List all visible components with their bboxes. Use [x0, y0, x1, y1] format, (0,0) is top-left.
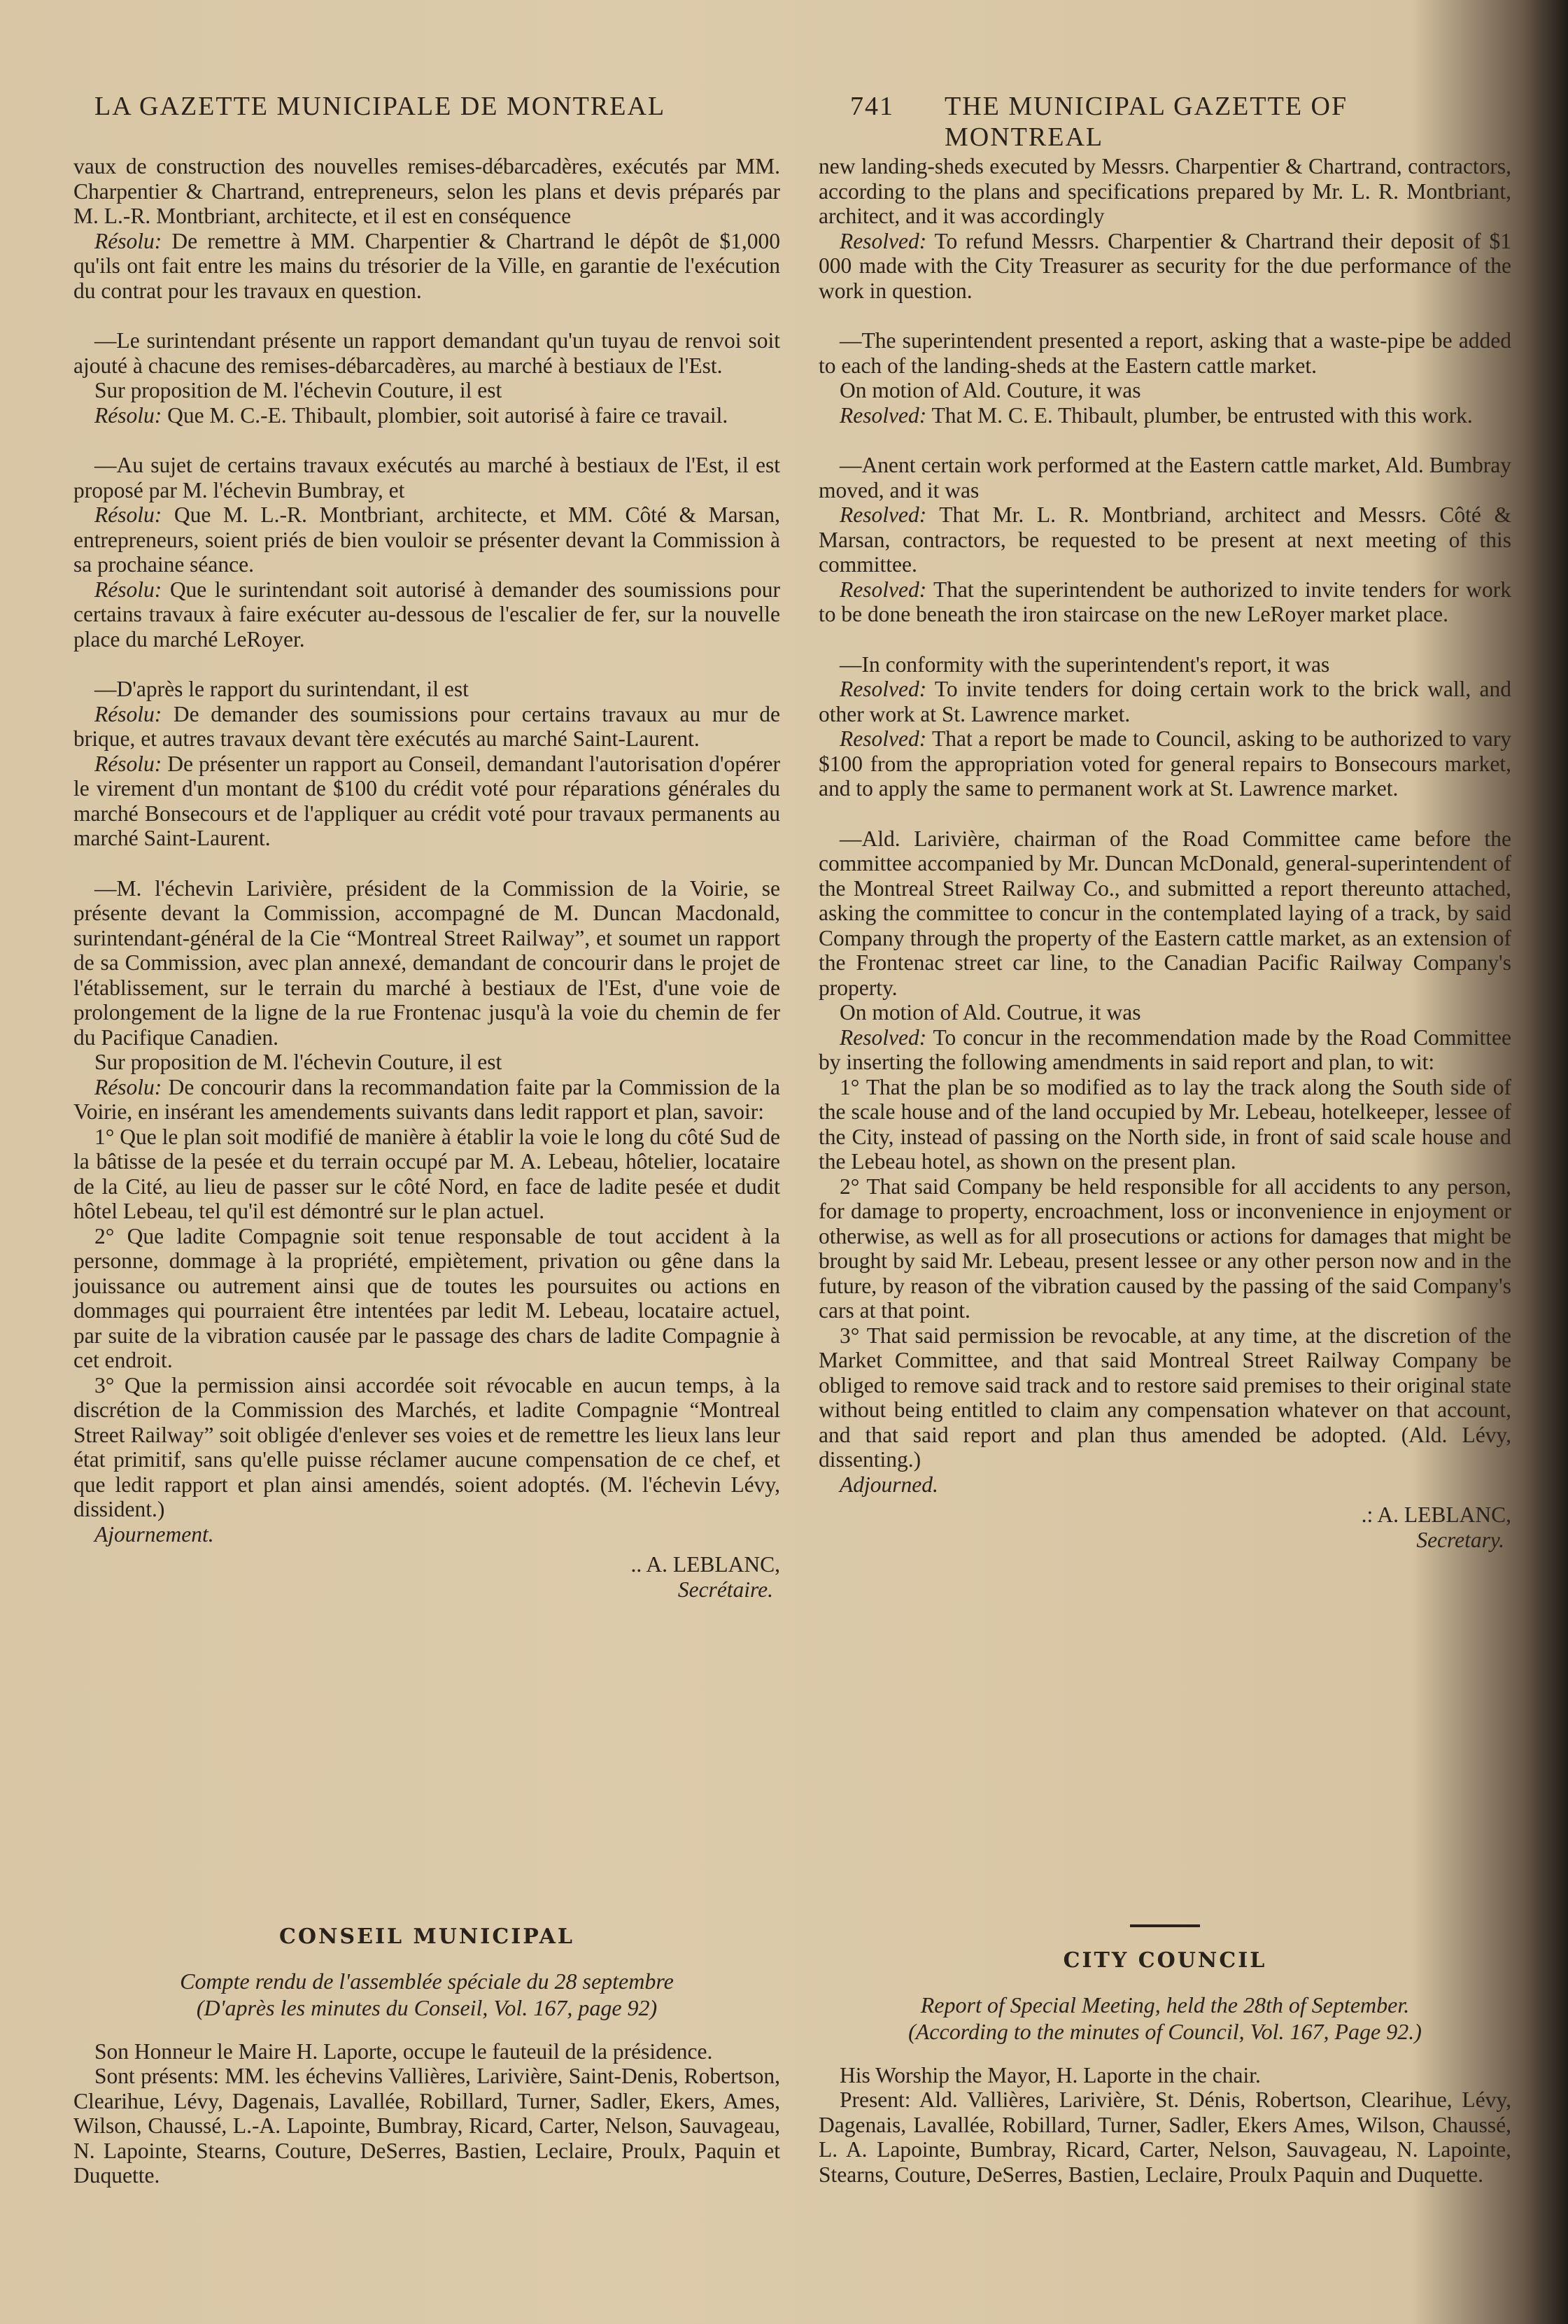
section-heading: CONSEIL MUNICIPAL: [278, 1924, 574, 1949]
paragraph: vaux de construction des nouvelles remises-débarcadères, exécutés par MM. Charpentier & Chartrand, entrepreneurs, selon les plans et devis préparés par M. L.-R. Montbriant, architecte, et il est en conséquence: [73, 154, 780, 228]
adjournment: Ajournement.: [94, 1521, 214, 1547]
signature-name: .. A. LEBLANC,: [630, 1552, 780, 1577]
section-subtitle: Report of Special Meeting, held the 28th of September. (According to the minutes of Council, Vol. 167, Page 92.): [908, 1992, 1422, 2044]
amendment-2: 2° Que ladite Compagnie soit tenue responsable de tout accident à la personne, dommage à la propriété, empiètement, privation ou gêne dans la jouissance ou autrement ainsi que de toutes les poursuites ou actions en dommages qui pourraient être intentées par ledit M. Lebeau, locataire actuel, par suite de la vibration causée par le passage des chars de ladite Compagnie à cet endroit.: [73, 1223, 780, 1372]
paragraph: —The superintendent presented a report, asking that a waste-pipe be added to each of the landing-sheds at the Eastern cattle market.: [819, 328, 1511, 378]
paragraph: Son Honneur le Maire H. Laporte, occupe le fauteuil de la présidence.: [94, 2038, 713, 2064]
paragraph: His Worship the Mayor, H. Laporte in the chair.: [840, 2062, 1261, 2087]
section-subtitle: Compte rendu de l'assemblée spéciale du 28 septembre (D'après les minutes du Conseil, Vol. 167, page 92): [180, 1968, 674, 2020]
attendance-list: Sont présents: MM. les échevins Vallières, Larivière, Saint-Denis, Robertson, Clearihue, Lévy, Dagenais, Lavallée, Robillard, Turner, Sadler, Ekers, Ames, Wilson, Chaussé, L.-A. Lapointe, Bumbray, Ricard, Carter, Nelson, Sauvageau, N. Lapointe, Stearns, Couture, DeSerres, Bastien, Leclaire, Proulx, Paquin et Duquette.: [73, 2064, 780, 2188]
paragraph: —In conformity with the superintendent's report, it was: [840, 652, 1330, 677]
adjournment: Adjourned.: [840, 1472, 938, 1497]
council-section-english: [819, 1924, 1511, 2187]
header-english-title: THE MUNICIPAL GAZETTE OF MONTREAL: [945, 92, 1348, 152]
paragraph: —M. l'échevin Larivière, président de la Commission de la Voirie, se présente devant la Commission, accompagné de M. Duncan Macdonald, surintendant-général de la Cie “Montreal Street Railway”, et soumet un rapport de sa Commission, avec plan annexé, demandant de concourir dans le projet de l'établissement, sur le terrain du marché à bestiaux de l'Est, d'une voie de prolongement de la ligne de la rue Frontenac jusqu'à la voie du chemin de fer du Pacifique Canadien.: [73, 875, 780, 1050]
paragraph: Sur proposition de M. l'échevin Couture, il est: [94, 378, 502, 402]
signature: [819, 1502, 1511, 1552]
amendment-2: 2° That said Company be held responsible for all accidents to any person, for damage to property, encroachment, loss or inconvenience in enjoyment or otherwise, as well as for all prosecutions or actions for damages that might be brought by said Mr. Lebeau, present lessee or any other person now and in the future, by reason of the vibration caused by the passing of the said Company's cars at that point.: [819, 1174, 1511, 1323]
page-number: 741: [850, 92, 894, 121]
resolution: Resolved: To refund Messrs. Charpentier & Chartrand their deposit of $1 000 made with the City Treasurer as security for the due performance of the work in question.: [819, 228, 1511, 303]
french-column: [73, 154, 781, 2188]
signature-title: Secrétaire.: [677, 1577, 773, 1602]
signature-name: .: A. LEBLANC,: [1361, 1502, 1511, 1527]
paragraph: new landing-sheds executed by Messrs. Charpentier & Chartrand, contractors, according to the plans and specifications prepared by Mr. L. R. Montbriant, architect, and it was accordingly: [819, 154, 1511, 228]
amendment-1: 1° That the plan be so modified as to lay the track along the South side of the scale house and of the land occupied by Mr. Lebeau, hotelkeeper, lessee of the City, instead of passing on the North side, in front of said scale house and the Lebeau hotel, as shown on the present plan.: [819, 1074, 1511, 1174]
amendment-1: 1° Que le plan soit modifié de manière à établir la voie le long du côté Sud de la bâtisse de la pesée et du terrain occupé par M. A. Lebeau, hôtelier, locataire de la Cité, au lieu de passer sur le côté Nord, en face de ladite pesée et dudit hôtel Lebeau, tel qu'il est démontré sur le plan actuel.: [73, 1124, 780, 1223]
amendment-3: 3° Que la permission ainsi accordée soit révocable en aucun temps, à la discrétion de la Commission des Marchés, et ladite Compagnie “Montreal Street Railway” soit obligée d'enlever ses voies et de remettre les lieux lans leur état primitif, sans qu'elle puisse réclamer aucune compensation de ce chef, et que ledit rapport et plan ainsi amendés, soient adoptés. (M. l'échevin Lévy, dissident.): [73, 1372, 780, 1521]
paragraph: —Le surintendant présente un rapport demandant qu'un tuyau de renvoi soit ajouté à chacune des remises-débarcadères, au marché à bestiaux de l'Est.: [73, 328, 780, 378]
paragraph: —Au sujet de certains travaux exécutés au marché à bestiaux de l'Est, il est proposé par M. l'échevin Bumbray, et: [73, 453, 780, 502]
resolution: Résolu: De demander des soumissions pour certains travaux au mur de brique, et autres travaux devant tère exécutés au marché Saint-Laurent.: [73, 701, 780, 751]
amendment-3: 3° That said permission be revocable, at any time, at the discretion of the Market Committee, and that said Montreal Street Railway Company be obliged to remove said track and to restore said premises to their original state without being entitled to claim any compensation whatever on that account, and that said report and plan thus amended be adopted. (Ald. Lévy, dissenting.): [819, 1323, 1511, 1472]
paragraph: —Anent certain work performed at the Eastern cattle market, Ald. Bumbray moved, and it was: [819, 453, 1511, 502]
resolution: Resolved: That the superintendent be authorized to invite tenders for work to be done beneath the iron staircase on the new LeRoyer market place.: [819, 577, 1511, 626]
attendance-list: Present: Ald. Vallières, Larivière, St. Dénis, Robertson, Clearihue, Lévy, Dagenais, Lavallée, Robillard, Turner, Sadler, Ekers Ames, Wilson, Chaussé, L. A. Lapointe, Bumbray, Ricard, Carter, Nelson, Sauvageau, N. Lapointe, Stearns, Couture, DeSerres, Bastien, Leclaire, Proulx Paquin and Duquette.: [819, 2087, 1511, 2187]
paragraph: On motion of Ald. Coutrue, it was: [840, 1000, 1141, 1024]
signature: [73, 1552, 780, 1602]
paragraph: —Ald. Larivière, chairman of the Road Committee came before the committee accompanied by Mr. Duncan McDonald, general-superintendent of the Montreal Street Railway Co., and submitted a report thereunto attached, asking the committee to concur in the contemplated laying of a track, by said Company through the property of the Eastern cattle market, as an extension of the Frontenac street car line, to the Canadian Pacific Railway Company's property.: [819, 826, 1511, 1000]
paragraph: On motion of Ald. Couture, it was: [840, 378, 1141, 402]
resolution: Resolved: That M. C. E. Thibault, plumber, be entrusted with this work.: [840, 402, 1473, 428]
resolution: Résolu: Que M. L.-R. Montbriant, architecte, et MM. Côté & Marsan, entrepreneurs, soient priés de bien vouloir se présenter devant la Commission à sa prochaine séance.: [73, 502, 780, 577]
paragraph: —D'après le rapport du surintendant, il est: [94, 677, 469, 701]
resolution: Résolu: De présenter un rapport au Conseil, demandant l'autorisation d'opérer le virement d'un montant de $100 du crédit voté pour réparations générales du marché Bonsecours et de l'appliquer au crédit voté pour travaux permanents au marché Saint-Laurent.: [73, 751, 780, 850]
page-header: [73, 91, 1459, 152]
section-heading: CITY COUNCIL: [1063, 1948, 1267, 1973]
header-french-title: LA GAZETTE MUNICIPALE DE MONTREAL: [94, 92, 666, 121]
signature-title: Secretary.: [1416, 1527, 1504, 1552]
resolution: Résolu: Que M. C.-E. Thibault, plombier, soit autorisé à faire ce travail.: [94, 402, 728, 428]
resolution: Resolved: That Mr. L. R. Montbriand, architect and Messrs. Côté & Marsan, contractors, be requested to be present at next meeting of this committee.: [819, 502, 1511, 577]
section-divider: [1130, 1924, 1200, 1927]
resolution: Resolved: To concur in the recommendation made by the Road Committee by inserting the following amendments in said report and plan, to wit:: [819, 1024, 1511, 1074]
resolution: Résolu: Que le surintendant soit autorisé à demander des soumissions pour certains travaux à faire exécuter au-dessous de l'escalier de fer, sur la nouvelle place du marché LeRoyer.: [73, 577, 781, 652]
resolution: Resolved: That a report be made to Council, asking to be authorized to vary $100 from the appropriation voted for general repairs to Bonsecours market, and to apply the same to permanent work at St. Lawrence market.: [819, 726, 1511, 801]
resolution: Résolu: De remettre à MM. Charpentier & Chartrand le dépôt de $1,000 qu'ils ont fait entre les mains du trésorier de la Ville, en garantie de l'exécution du contrat pour les travaux en question.: [73, 228, 780, 303]
paragraph: Sur proposition de M. l'échevin Couture, il est: [94, 1050, 502, 1074]
resolution: Resolved: To invite tenders for doing certain work to the brick wall, and other work at St. Lawrence market.: [819, 677, 1511, 726]
resolution: Résolu: De concourir dans la recommandation faite par la Commission de la Voirie, en insérant les amendements suivants dans ledit rapport et plan, savoir:: [73, 1074, 781, 1124]
english-column: [819, 154, 1511, 2187]
council-section-french: [73, 1924, 780, 2188]
